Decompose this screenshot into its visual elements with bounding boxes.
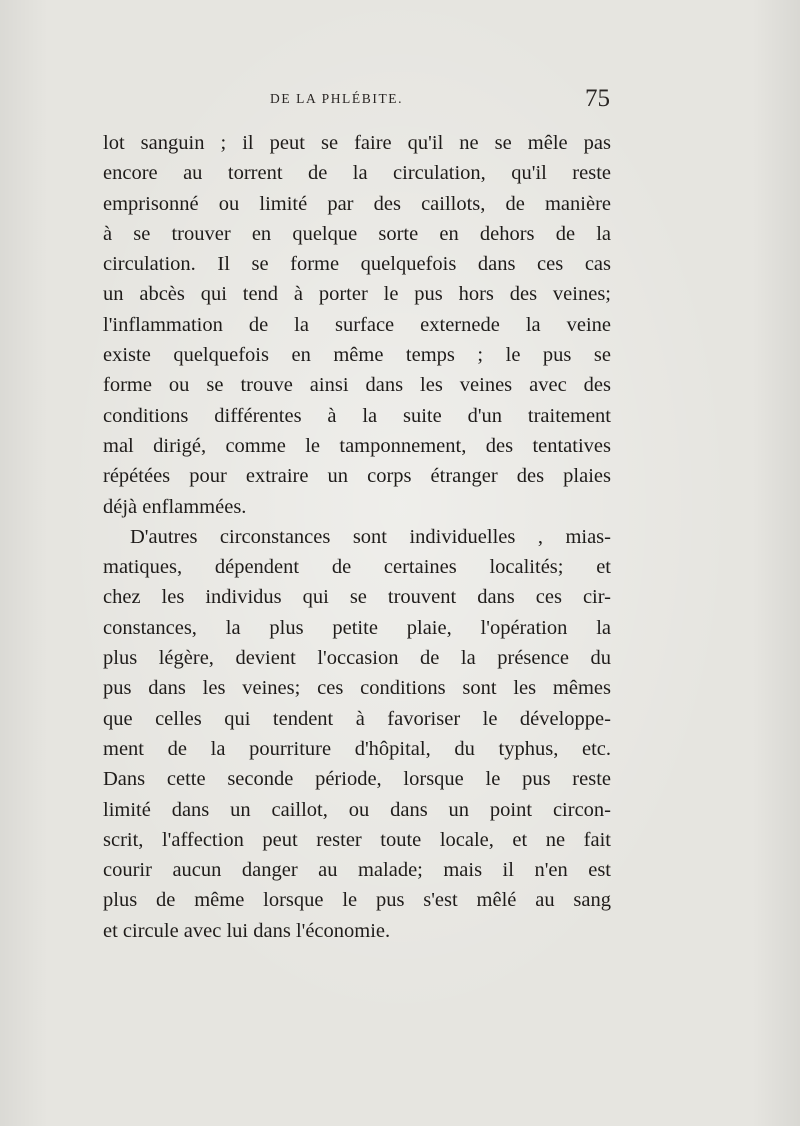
text-line: Dans cette seconde période, lorsque le pus reste xyxy=(103,768,611,791)
text-line: pus dans les veines; ces conditions sont les mêmes xyxy=(103,677,611,700)
text-line: courir aucun danger au malade; mais il n'en est xyxy=(103,859,611,882)
text-line: matiques, dépendent de certaines localités; et xyxy=(103,556,611,579)
body-text xyxy=(103,128,611,946)
text-line: existe quelquefois en même temps ; le pus se xyxy=(103,344,611,367)
text-line: plus de même lorsque le pus s'est mêlé au sang xyxy=(103,889,611,912)
text-line: constances, la plus petite plaie, l'opération la xyxy=(103,616,611,639)
text-line: l'inflammation de la surface externede la veine xyxy=(103,313,611,336)
text-line: encore au torrent de la circulation, qu'il reste xyxy=(103,162,611,185)
text-line: ment de la pourriture d'hôpital, du typhus, etc. xyxy=(103,737,611,760)
text-line: forme ou se trouve ainsi dans les veines avec des xyxy=(103,374,611,397)
text-line: répétées pour extraire un corps étranger des plaies xyxy=(103,465,611,488)
text-line: et circule avec lui dans l'économie. xyxy=(103,919,391,942)
text-line: conditions différentes à la suite d'un traitement xyxy=(103,404,611,427)
text-line: circulation. Il se forme quelquefois dans ces cas xyxy=(103,253,611,276)
text-line: à se trouver en quelque sorte en dehors de la xyxy=(103,222,611,245)
text-line: emprisonné ou limité par des caillots, de manière xyxy=(103,192,611,215)
text-line: lot sanguin ; il peut se faire qu'il ne se mêle pas xyxy=(103,132,611,154)
text-line: limité dans un caillot, ou dans un point circon- xyxy=(103,798,611,821)
text-line: que celles qui tendent à favoriser le développe- xyxy=(103,707,611,730)
text-line: plus légère, devient l'occasion de la présence du xyxy=(103,647,611,670)
text-line: déjà enflammées. xyxy=(103,495,247,518)
text-line: un abcès qui tend à porter le pus hors des veines; xyxy=(103,283,611,306)
text-line: scrit, l'affection peut rester toute locale, et ne fait xyxy=(103,828,611,851)
text-line: D'autres circonstances sont individuelles , mias- xyxy=(130,525,611,548)
running-head: DE LA PHLÉBITE. xyxy=(270,91,404,106)
text-line: mal dirigé, comme le tamponnement, des tentatives xyxy=(103,434,611,457)
text-line: chez les individus qui se trouvent dans ces cir- xyxy=(103,586,611,609)
page-number: 75 xyxy=(585,85,610,112)
